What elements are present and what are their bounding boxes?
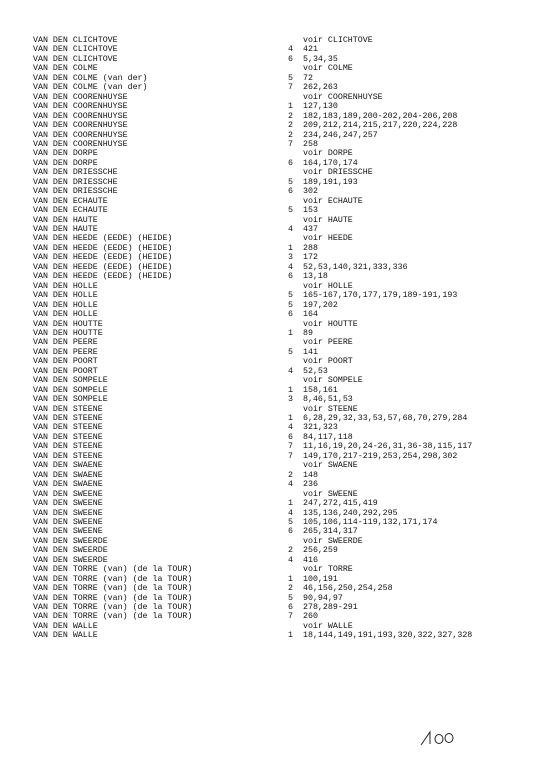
entry-volume: 5	[288, 206, 293, 216]
entry-surname: VAN DEN CLICHTOVE	[33, 54, 118, 64]
entry-surname: VAN DEN HEEDE (EEDE) (HEIDE)	[33, 234, 173, 244]
entry-pages: 127,130	[303, 102, 338, 112]
entry-volume: 6	[288, 187, 293, 197]
entry-surname: VAN DEN STEENE	[33, 423, 103, 433]
entry-volume: 7	[288, 139, 293, 149]
entry-surname: VAN DEN COORENHUYSE	[33, 92, 128, 102]
entry-pages: 265,314,317	[303, 527, 358, 537]
entry-surname: VAN DEN HOLLE	[33, 310, 98, 320]
entry-surname: VAN DEN PEERE	[33, 338, 98, 348]
entry-pages: voir COORENHUYSE	[303, 92, 383, 102]
entry-surname: VAN DEN DRIESSCHE	[33, 168, 118, 178]
entry-surname: VAN DEN STEENE	[33, 451, 103, 461]
entry-pages: 247,272,415,419	[303, 499, 378, 509]
entry-volume: 7	[288, 442, 293, 452]
entry-surname: VAN DEN COORENHUYSE	[33, 139, 128, 149]
entry-pages: 256,259	[303, 546, 338, 556]
entry-surname: VAN DEN COORENHUYSE	[33, 130, 128, 140]
entry-surname: VAN DEN TORRE (van) (de la TOUR)	[33, 612, 193, 622]
entry-surname: VAN DEN SWEENE	[33, 499, 103, 509]
entry-pages: 149,170,217-219,253,254,298,302	[303, 451, 458, 461]
entry-pages: voir POORT	[303, 357, 353, 367]
entry-pages: 46,156,250,254,258	[303, 584, 393, 594]
entry-pages: 164	[303, 310, 318, 320]
entry-pages: 416	[303, 555, 318, 565]
entry-pages: 105,106,114-119,132,171,174	[303, 517, 438, 527]
entry-surname: VAN DEN DORPE	[33, 149, 98, 159]
entry-surname: VAN DEN COLME (van der)	[33, 73, 148, 83]
entry-pages: 89	[303, 328, 313, 338]
entry-surname: VAN DEN SOMPELE	[33, 385, 108, 395]
entry-surname: VAN DEN HOUTTE	[33, 319, 103, 329]
entry-volume: 4	[288, 45, 293, 55]
entry-surname: VAN DEN SWEERDE	[33, 546, 108, 556]
entry-volume: 3	[288, 395, 293, 405]
entry-surname: VAN DEN SWEERDE	[33, 555, 108, 565]
entry-surname: VAN DEN DRIESSCHE	[33, 177, 118, 187]
entry-pages: voir SWEERDE	[303, 536, 363, 546]
entry-pages: voir STEENE	[303, 404, 358, 414]
entry-surname: VAN DEN TORRE (van) (de la TOUR)	[33, 603, 193, 612]
entry-surname: VAN DEN SOMPELE	[33, 395, 108, 405]
entry-pages: 13,18	[303, 272, 328, 282]
entry-surname: VAN DEN ECHAUTE	[33, 206, 108, 216]
entry-pages: voir COLME	[303, 64, 353, 74]
entry-volume: 4	[288, 508, 293, 518]
entry-volume: 5	[288, 300, 293, 310]
entry-surname: VAN DEN STEENE	[33, 404, 103, 414]
entry-volume: 4	[288, 480, 293, 490]
entry-volume: 1	[288, 574, 293, 584]
entry-pages: voir SWEENE	[303, 489, 358, 499]
entry-volume: 2	[288, 546, 293, 556]
entry-volume: 1	[288, 499, 293, 509]
entry-surname: VAN DEN TORRE (van) (de la TOUR)	[33, 574, 193, 584]
entry-surname: VAN DEN HAUTE	[33, 215, 98, 225]
entry-pages: 18,144,149,191,193,320,322,327,328	[303, 631, 473, 641]
entry-surname: VAN DEN PEERE	[33, 347, 98, 357]
entry-pages: 158,161	[303, 385, 338, 395]
entry-volume: 6	[288, 432, 293, 442]
entry-surname: VAN DEN TORRE (van) (de la TOUR)	[33, 584, 193, 594]
entry-pages: 153	[303, 206, 318, 216]
entry-volume: 4	[288, 423, 293, 433]
entry-pages: 278,289-291	[303, 603, 358, 612]
entry-surname: VAN DEN TORRE (van) (de la TOUR)	[33, 593, 193, 603]
entry-pages: 52,53,140,321,333,336	[303, 262, 408, 272]
entry-surname: VAN DEN HOUTTE	[33, 328, 103, 338]
entry-surname: VAN DEN POORT	[33, 357, 98, 367]
entry-surname: VAN DEN DRIESSCHE	[33, 187, 118, 197]
entry-pages: 84,117,118	[303, 432, 353, 442]
entry-volume: 6	[288, 54, 293, 64]
entry-surname: VAN DEN WALLE	[33, 631, 98, 641]
entry-surname: VAN DEN STEENE	[33, 442, 103, 452]
entry-pages: voir CLICHTOVE	[303, 36, 373, 45]
entry-pages: 258	[303, 139, 318, 149]
entry-pages: voir ECHAUTE	[303, 196, 363, 206]
entry-surname: VAN DEN COORENHUYSE	[33, 102, 128, 112]
entry-surname: VAN DEN SWAENE	[33, 461, 103, 471]
entry-pages: voir HAUTE	[303, 215, 353, 225]
entry-pages: 8,46,51,53	[303, 395, 353, 405]
entry-pages: voir DORPE	[303, 149, 353, 159]
entry-surname: VAN DEN TORRE (van) (de la TOUR)	[33, 565, 193, 575]
entry-pages: 302	[303, 187, 318, 197]
entry-pages: 72	[303, 73, 313, 83]
entry-volume: 3	[288, 253, 293, 263]
entry-surname: VAN DEN SOMPELE	[33, 376, 108, 386]
entry-surname: VAN DEN HOLLE	[33, 291, 98, 301]
entry-volume: 7	[288, 451, 293, 461]
entry-volume: 2	[288, 111, 293, 121]
entry-volume: 6	[288, 310, 293, 320]
entry-pages: voir HOLLE	[303, 281, 353, 291]
entry-surname: VAN DEN ECHAUTE	[33, 196, 108, 206]
entry-surname: VAN DEN SWEENE	[33, 517, 103, 527]
entry-pages: voir PEERE	[303, 338, 353, 348]
entry-pages: voir SOMPELE	[303, 376, 363, 386]
entry-pages: 11,16,19,20,24-26,31,36-38,115,117	[303, 442, 473, 452]
entry-volume: 1	[288, 414, 293, 423]
entry-pages: 260	[303, 612, 318, 622]
entry-pages: voir HOUTTE	[303, 319, 358, 329]
entry-pages: 172	[303, 253, 318, 263]
entry-surname: VAN DEN STEENE	[33, 414, 103, 423]
entry-volume: 5	[288, 177, 293, 187]
entry-volume: 4	[288, 262, 293, 272]
entry-pages: 421	[303, 45, 318, 55]
entry-volume: 1	[288, 631, 293, 641]
entry-volume: 2	[288, 470, 293, 480]
entry-volume: 5	[288, 517, 293, 527]
entry-volume: 6	[288, 272, 293, 282]
entry-volume: 1	[288, 328, 293, 338]
entry-pages: voir SWAENE	[303, 461, 358, 471]
entry-pages: 90,94,97	[303, 593, 343, 603]
entry-volume: 1	[288, 243, 293, 253]
entry-surname: VAN DEN POORT	[33, 366, 98, 376]
entry-volume: 5	[288, 291, 293, 301]
entry-pages: 236	[303, 480, 318, 490]
entry-surname: VAN DEN HEEDE (EEDE) (HEIDE)	[33, 253, 173, 263]
entry-surname: VAN DEN SWEERDE	[33, 536, 108, 546]
entry-pages: 262,263	[303, 83, 338, 93]
entry-volume: 4	[288, 366, 293, 376]
entry-volume: 6	[288, 527, 293, 537]
entry-surname: VAN DEN COLME (van der)	[33, 83, 148, 93]
entry-pages: voir TORRE	[303, 565, 353, 575]
entry-pages: 197,202	[303, 300, 338, 310]
entry-volume: 1	[288, 385, 293, 395]
entry-surname: VAN DEN DORPE	[33, 158, 98, 168]
entry-pages: 52,53	[303, 366, 328, 376]
entry-volume: 2	[288, 121, 293, 131]
entry-surname: VAN DEN SWEENE	[33, 527, 103, 537]
entry-pages: 141	[303, 347, 318, 357]
entry-volume: 7	[288, 612, 293, 622]
entry-pages: 321,323	[303, 423, 338, 433]
entry-surname: VAN DEN SWAENE	[33, 470, 103, 480]
entry-volume: 5	[288, 593, 293, 603]
entry-volume: 2	[288, 130, 293, 140]
entry-pages: 148	[303, 470, 318, 480]
entry-surname: VAN DEN HOLLE	[33, 281, 98, 291]
entry-surname: VAN DEN HOLLE	[33, 300, 98, 310]
entry-surname: VAN DEN CLICHTOVE	[33, 36, 118, 45]
entry-pages: 165-167,170,177,179,189-191,193	[303, 291, 458, 301]
entry-volume: 4	[288, 225, 293, 234]
entry-pages: voir HEEDE	[303, 234, 353, 244]
entry-surname: VAN DEN HAUTE	[33, 225, 98, 234]
entry-pages: 189,191,193	[303, 177, 358, 187]
entry-pages: 437	[303, 225, 318, 234]
entry-volume: 6	[288, 603, 293, 612]
entry-volume: 5	[288, 73, 293, 83]
entry-volume: 7	[288, 83, 293, 93]
entry-pages: 182,183,189,200-202,204-206,208	[303, 111, 458, 121]
entry-pages: 100,191	[303, 574, 338, 584]
entry-volume: 6	[288, 158, 293, 168]
entry-surname: VAN DEN STEENE	[33, 432, 103, 442]
entry-surname: VAN DEN COORENHUYSE	[33, 111, 128, 121]
entry-volume: 4	[288, 555, 293, 565]
entry-pages: voir DRIESSCHE	[303, 168, 373, 178]
entry-surname: VAN DEN HEEDE (EEDE) (HEIDE)	[33, 262, 173, 272]
index-entry	[0, 631, 550, 641]
entry-pages: 234,246,247,257	[303, 130, 378, 140]
entry-volume: 5	[288, 347, 293, 357]
entry-volume: 2	[288, 584, 293, 594]
entry-surname: VAN DEN SWEENE	[33, 508, 103, 518]
entry-pages: 164,170,174	[303, 158, 358, 168]
handwritten-page-number	[418, 728, 458, 748]
entry-pages: voir WALLE	[303, 621, 353, 631]
entry-volume: 1	[288, 102, 293, 112]
entry-pages: 288	[303, 243, 318, 253]
entry-surname: VAN DEN HEEDE (EEDE) (HEIDE)	[33, 243, 173, 253]
entry-surname: VAN DEN SWEENE	[33, 489, 103, 499]
entry-surname: VAN DEN CLICHTOVE	[33, 45, 118, 55]
entry-surname: VAN DEN WALLE	[33, 621, 98, 631]
entry-surname: VAN DEN COORENHUYSE	[33, 121, 128, 131]
entry-pages: 5,34,35	[303, 54, 338, 64]
entry-pages: 209,212,214,215,217,220,224,228	[303, 121, 458, 131]
entry-surname: VAN DEN COLME	[33, 64, 98, 74]
entry-pages: 6,28,29,32,33,53,57,68,70,279,284	[303, 414, 468, 423]
entry-pages: 135,136,240,292,295	[303, 508, 398, 518]
entry-surname: VAN DEN HEEDE (EEDE) (HEIDE)	[33, 272, 173, 282]
entry-surname: VAN DEN SWAENE	[33, 480, 103, 490]
